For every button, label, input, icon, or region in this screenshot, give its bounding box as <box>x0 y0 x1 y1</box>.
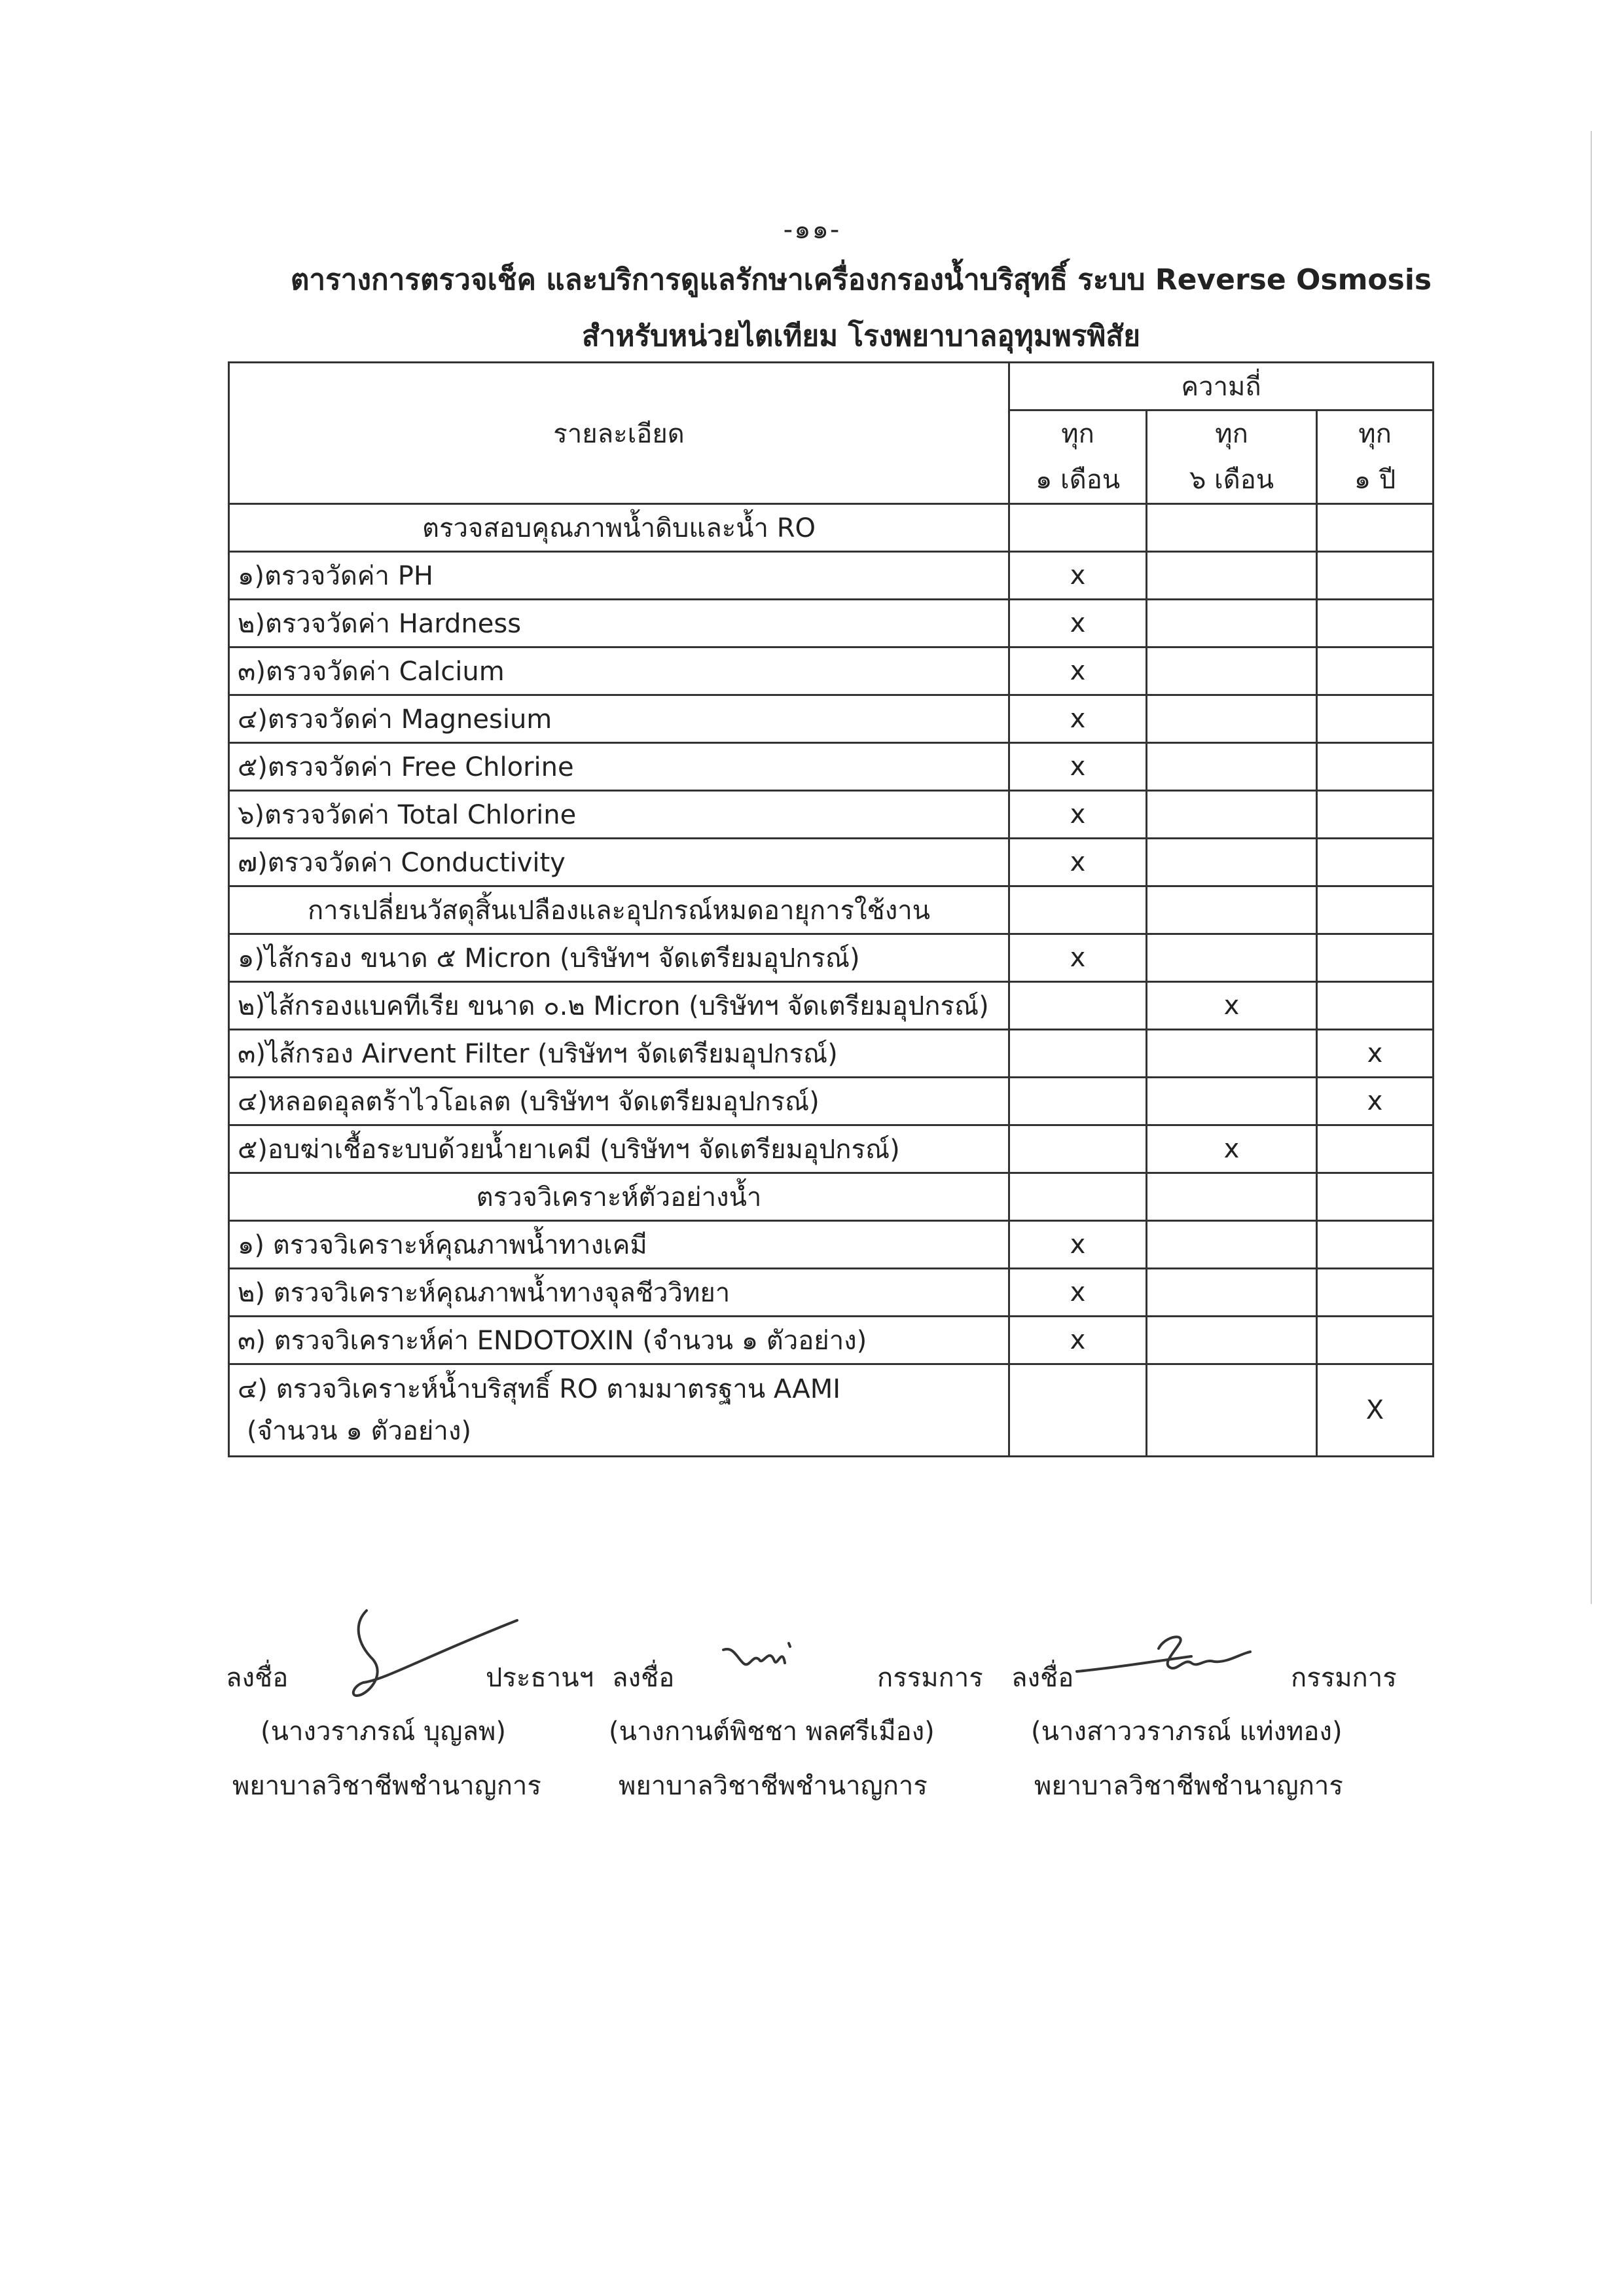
header-every-1-month: ทุก ๑ เดือน <box>1009 410 1147 504</box>
table-row <box>229 1221 1434 1269</box>
mark-cell <box>1147 839 1317 886</box>
mark-cell <box>1317 982 1434 1030</box>
table-row <box>229 1125 1434 1173</box>
table-row <box>229 695 1434 743</box>
mark-cell: X <box>1317 1364 1434 1457</box>
mark-cell <box>1317 647 1434 695</box>
signer-position-3: พยาบาลวิชาชีพชำนาญการ <box>1034 1771 1343 1801</box>
mark-cell <box>1147 743 1317 791</box>
mark-cell <box>1147 1078 1317 1125</box>
mark-cell <box>1147 600 1317 647</box>
maintenance-schedule-table <box>228 361 1434 1457</box>
header-every-1-year: ทุก ๑ ปี <box>1317 410 1434 504</box>
sign-label-3: ลงชื่อ <box>1011 1663 1074 1693</box>
mark-cell: x <box>1147 1125 1317 1173</box>
mark-cell <box>1317 1269 1434 1317</box>
row-label: ๒)ตรวจวัดค่า Hardness <box>229 600 1009 647</box>
table-row <box>229 839 1434 886</box>
mark-cell <box>1009 1125 1147 1173</box>
table-row <box>229 552 1434 600</box>
document-title: ตารางการตรวจเช็ค และบริการดูแลรักษาเครื่องกรองน้ำบริสุทธิ์ ระบบ Reverse Osmosis <box>290 263 1432 297</box>
mark-cell <box>1009 1030 1147 1078</box>
mark-cell <box>1147 1269 1317 1317</box>
mark-cell <box>1147 1364 1317 1457</box>
mark-cell <box>1317 1221 1434 1269</box>
row-label: ๔) ตรวจวิเคราะห์น้ำบริสุทธิ์ RO ตามมาตรฐาน AAMI (จำนวน ๑ ตัวอย่าง) <box>229 1364 1009 1457</box>
row-label: ๓) ตรวจวิเคราะห์ค่า ENDOTOXIN (จำนวน ๑ ตัวอย่าง) <box>229 1317 1009 1364</box>
header-frequency: ความถี่ <box>1009 363 1434 410</box>
mark-cell: x <box>1009 1221 1147 1269</box>
mark-cell <box>1147 552 1317 600</box>
row-label: ๑)ตรวจวัดค่า PH <box>229 552 1009 600</box>
signer-position-2: พยาบาลวิชาชีพชำนาญการ <box>619 1771 928 1801</box>
section-row <box>229 886 1434 934</box>
row-label: ๒)ไส้กรองแบคทีเรีย ขนาด ๐.๒ Micron (บริษัทฯ จัดเตรียมอุปกรณ์) <box>229 982 1009 1030</box>
mark-cell <box>1147 1317 1317 1364</box>
sign-label-1: ลงชื่อ <box>226 1663 289 1693</box>
table-row <box>229 791 1434 839</box>
mark-cell <box>1317 743 1434 791</box>
mark-cell <box>1147 934 1317 982</box>
mark-cell <box>1317 552 1434 600</box>
mark-cell <box>1317 600 1434 647</box>
mark-cell: x <box>1009 839 1147 886</box>
role-member-1: กรรมการ <box>877 1663 983 1693</box>
signer-name-1: (นางวราภรณ์ บุญลพ) <box>261 1717 506 1747</box>
role-chair: ประธานฯ <box>486 1663 594 1693</box>
section-title: ตรวจสอบคุณภาพน้ำดิบและน้ำ RO <box>229 504 1009 552</box>
table-row <box>229 1078 1434 1125</box>
mark-cell: x <box>1009 695 1147 743</box>
mark-cell <box>1147 695 1317 743</box>
page-number: -๑๑- <box>783 215 841 245</box>
mark-cell: x <box>1009 1317 1147 1364</box>
mark-cell: x <box>1009 600 1147 647</box>
mark-cell: x <box>1009 647 1147 695</box>
mark-cell <box>1317 934 1434 982</box>
table-row <box>229 1030 1434 1078</box>
document-subtitle: สำหรับหน่วยไตเทียม โรงพยาบาลอุทุมพรพิสัย <box>581 319 1141 353</box>
mark-cell <box>1009 1078 1147 1125</box>
row-label: ๔)หลอดอุลตร้าไวโอเลต (บริษัทฯ จัดเตรียมอุปกรณ์) <box>229 1078 1009 1125</box>
signature-3-icon <box>1074 1622 1257 1694</box>
role-member-2: กรรมการ <box>1291 1663 1397 1693</box>
row-label: ๗)ตรวจวัดค่า Conductivity <box>229 839 1009 886</box>
mark-cell <box>1147 1030 1317 1078</box>
table-row <box>229 982 1434 1030</box>
table-row <box>229 1269 1434 1317</box>
sign-label-2: ลงชื่อ <box>612 1663 675 1693</box>
signature-1-icon <box>327 1597 524 1709</box>
mark-cell <box>1147 647 1317 695</box>
row-label: ๓)ตรวจวัดค่า Calcium <box>229 647 1009 695</box>
table-row <box>229 600 1434 647</box>
row-label: ๖)ตรวจวัดค่า Total Chlorine <box>229 791 1009 839</box>
section-title: การเปลี่ยนวัสดุสิ้นเปลืองและอุปกรณ์หมดอายุการใช้งาน <box>229 886 1009 934</box>
row-label: ๑) ตรวจวิเคราะห์คุณภาพน้ำทางเคมี <box>229 1221 1009 1269</box>
signer-position-1: พยาบาลวิชาชีพชำนาญการ <box>232 1771 541 1801</box>
table-row <box>229 934 1434 982</box>
table-row <box>229 743 1434 791</box>
mark-cell: x <box>1009 552 1147 600</box>
mark-cell: x <box>1009 791 1147 839</box>
mark-cell <box>1317 695 1434 743</box>
signer-name-2: (นางกานต์พิชชา พลศรีเมือง) <box>609 1717 935 1747</box>
table-row <box>229 1364 1434 1457</box>
mark-cell <box>1317 1125 1434 1173</box>
row-label: ๔)ตรวจวัดค่า Magnesium <box>229 695 1009 743</box>
mark-cell: x <box>1317 1078 1434 1125</box>
signature-2-icon <box>717 1633 815 1686</box>
table-row <box>229 1317 1434 1364</box>
row-label: ๕)อบฆ่าเชื้อระบบด้วยน้ำยาเคมี (บริษัทฯ จัดเตรียมอุปกรณ์) <box>229 1125 1009 1173</box>
row-label: ๓)ไส้กรอง Airvent Filter (บริษัทฯ จัดเตรียมอุปกรณ์) <box>229 1030 1009 1078</box>
header-every-6-months: ทุก ๖ เดือน <box>1147 410 1317 504</box>
row-label: ๒) ตรวจวิเคราะห์คุณภาพน้ำทางจุลชีววิทยา <box>229 1269 1009 1317</box>
mark-cell <box>1009 982 1147 1030</box>
mark-cell <box>1009 1364 1147 1457</box>
mark-cell: x <box>1317 1030 1434 1078</box>
mark-cell <box>1147 1221 1317 1269</box>
mark-cell: x <box>1147 982 1317 1030</box>
mark-cell: x <box>1009 743 1147 791</box>
section-row <box>229 1173 1434 1221</box>
mark-cell: x <box>1009 1269 1147 1317</box>
mark-cell <box>1317 1317 1434 1364</box>
mark-cell <box>1147 791 1317 839</box>
mark-cell <box>1317 839 1434 886</box>
row-label: ๕)ตรวจวัดค่า Free Chlorine <box>229 743 1009 791</box>
header-detail: รายละเอียด <box>229 363 1009 504</box>
signer-name-3: (นางสาววราภรณ์ แท่งทอง) <box>1031 1717 1343 1747</box>
section-row <box>229 504 1434 552</box>
table-row <box>229 647 1434 695</box>
mark-cell <box>1317 791 1434 839</box>
row-label: ๑)ไส้กรอง ขนาด ๕ Micron (บริษัทฯ จัดเตรียมอุปกรณ์) <box>229 934 1009 982</box>
section-title: ตรวจวิเคราะห์ตัวอย่างน้ำ <box>229 1173 1009 1221</box>
mark-cell: x <box>1009 934 1147 982</box>
